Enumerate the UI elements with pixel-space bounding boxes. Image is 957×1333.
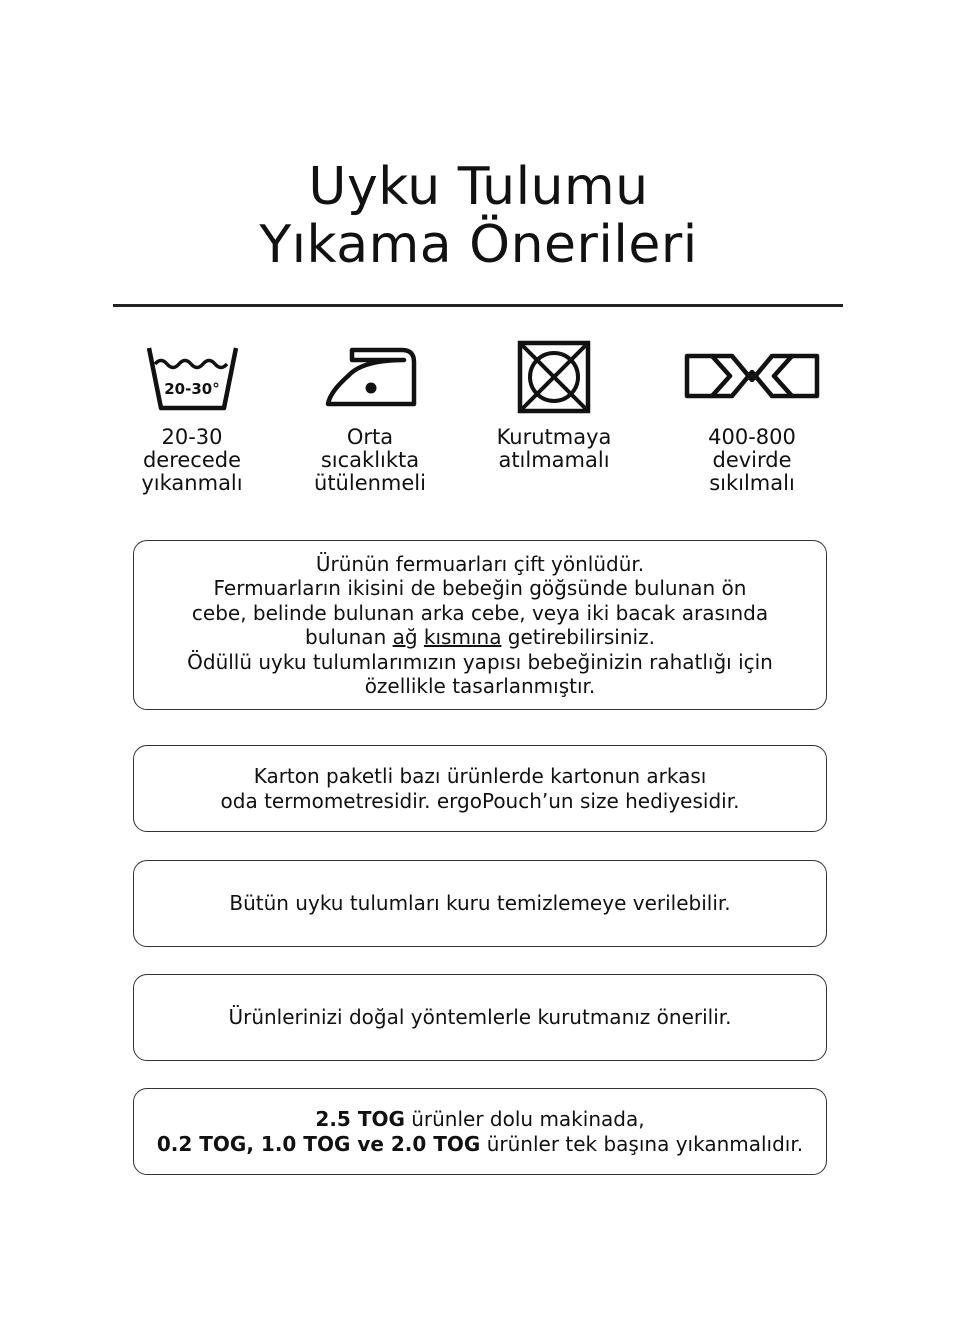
- title-line-2: Yıkama Önerileri: [259, 215, 698, 275]
- dry-clean-note-box: [133, 860, 827, 947]
- tog-note-line-2-rest: ürünler tek başına yıkanmalıdır.: [480, 1131, 804, 1156]
- zipper-note-line-1: Ürünün fermuarları çift yönlüdür.: [315, 551, 645, 576]
- title-divider: [113, 304, 843, 307]
- zipper-note-line-4-pre: bulunan: [305, 625, 393, 649]
- no-tumble-dry-icon: [517, 340, 591, 414]
- wring-caption-line-1: 400-800: [708, 425, 796, 449]
- wash-caption: [92, 426, 292, 495]
- tog-note-bold-1: 2.5 TOG: [315, 1107, 405, 1131]
- wring-caption-line-2: devirde: [712, 448, 792, 472]
- zipper-note-line-4-post: getirebilirsiniz.: [501, 625, 655, 649]
- zipper-note-text: [187, 552, 773, 699]
- carton-note-line-1: Karton paketli bazı ürünlerde kartonun arkası: [253, 764, 707, 788]
- zipper-note-line-3: cebe, belinde bulunan arka cebe, veya iki bacak arasında: [191, 600, 769, 625]
- wring-icon: [684, 352, 820, 400]
- zipper-note-line-2: Fermuarların ikisini de bebeğin göğsünde bulunan ön: [213, 576, 747, 600]
- wring-caption: [652, 426, 852, 495]
- page-title: [0, 158, 957, 274]
- zipper-note-line-5: Ödüllü uyku tulumlarımızın yapısı bebeğinizin rahatlığı için: [187, 649, 773, 674]
- carton-note-text: [221, 764, 740, 813]
- iron-caption-line-3: ütülenmeli: [314, 471, 426, 495]
- dry-clean-note-text: Bütün uyku tulumları kuru temizlemeye verilebilir.: [229, 891, 731, 916]
- zipper-note-box: [133, 540, 827, 710]
- zipper-note-underline-1: ağ: [392, 625, 418, 649]
- iron-caption: [270, 426, 470, 495]
- tog-note-box: [133, 1088, 827, 1175]
- wash-temp-badge: 20-30°: [164, 380, 220, 398]
- iron-medium-icon: [324, 346, 418, 408]
- tog-note-bold-2: 0.2 TOG, 1.0 TOG ve 2.0 TOG: [156, 1131, 481, 1156]
- dry-caption: [454, 426, 654, 472]
- natural-dry-note-text: Ürünlerinizi doğal yöntemlerle kurutmanız önerilir.: [228, 1005, 732, 1030]
- zipper-note-underline-2: kısmına: [423, 625, 502, 649]
- title-line-1: Uyku Tulumu: [308, 157, 649, 217]
- natural-dry-note-box: [133, 974, 827, 1061]
- dry-caption-line-1: Kurutmaya: [496, 425, 612, 449]
- iron-caption-line-2: sıcaklıkta: [320, 448, 420, 472]
- dry-caption-line-2: atılmamalı: [498, 448, 610, 472]
- carton-note-line-2: oda termometresidir. ergoPouch’un size hediyesidir.: [220, 788, 740, 813]
- tog-note-line-1-rest: ürünler dolu makinada,: [404, 1107, 645, 1131]
- tog-note-text: [157, 1107, 803, 1156]
- wash-30-icon: [145, 344, 240, 414]
- iron-caption-line-1: Orta: [346, 425, 394, 449]
- wash-caption-line-3: yıkanmalı: [141, 471, 243, 495]
- wash-caption-line-1: 20-30: [161, 425, 223, 449]
- wash-caption-line-2: derecede: [142, 448, 242, 472]
- wring-caption-line-3: sıkılmalı: [709, 471, 795, 495]
- carton-note-box: [133, 745, 827, 832]
- zipper-note-line-6: özellikle tasarlanmıştır.: [364, 674, 596, 698]
